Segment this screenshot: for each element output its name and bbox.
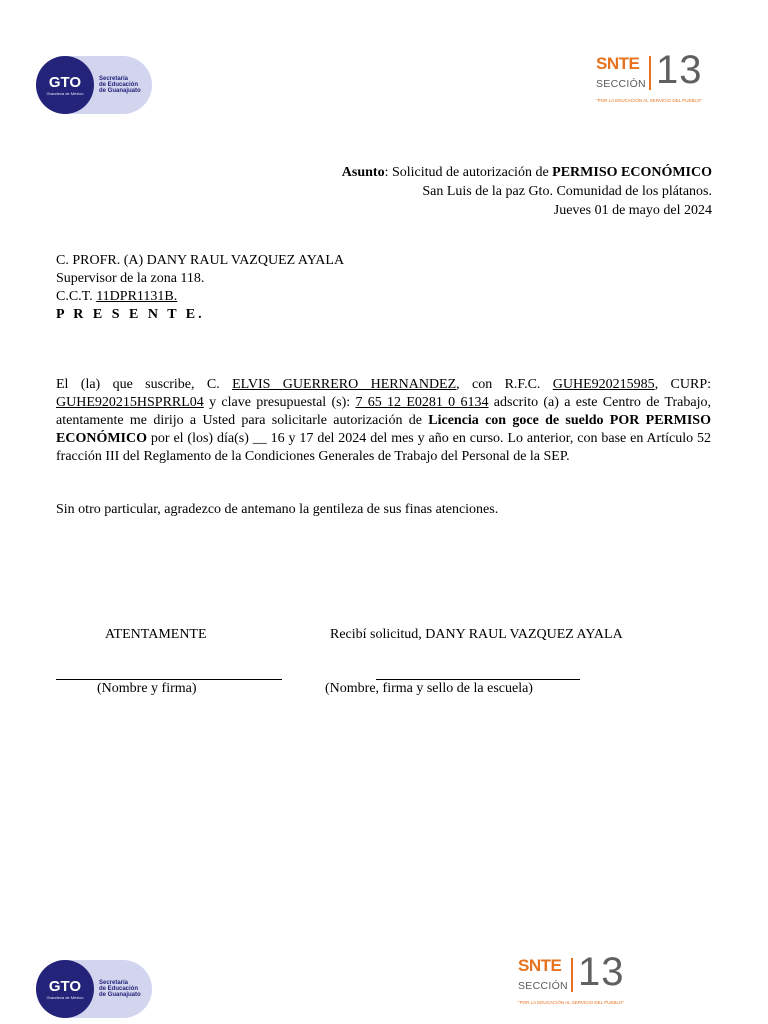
teacher-name: ELVIS GUERRERO HERNANDEZ xyxy=(232,377,457,392)
secretaria-line-1-footer: Secretaría xyxy=(99,979,129,986)
body-text-6: por el (los) día(s) __ 16 y 17 del 2024 del mes y año en curso. Lo anterior, con base en Artículo 52 fracción III del Reglamento de la Condiciones Generales de Trabajo del Personal de la SEP. xyxy=(56,431,711,464)
curp-value: GUHE920215HSPRRL04 xyxy=(56,395,204,410)
recipient-role: Supervisor de la zona 118. xyxy=(56,271,205,286)
snte-word: SNTE xyxy=(596,54,640,73)
seccion-word-footer: SECCIÓN xyxy=(518,980,568,992)
body-text-4: y clave presupuestal (s): xyxy=(203,395,356,410)
snte-logo xyxy=(594,48,714,110)
body-text-1: El (la) que suscribe, C. xyxy=(56,377,233,392)
logo-divider xyxy=(649,56,651,90)
body-text-5: adscrito (a) a este Centro de Trabajo, atentamente me dirijo a Usted para solicitarle autorización de xyxy=(56,395,711,428)
gto-sub-footer: Grandeza de México xyxy=(46,995,84,1000)
gto-badge xyxy=(36,56,94,114)
cct-label: C.C.T. xyxy=(56,289,97,304)
body-text-3: , CURP: xyxy=(654,377,712,392)
right-signature-line xyxy=(376,679,580,680)
letter-header xyxy=(342,163,712,220)
received-label: Recibí solicitud, DANY RAUL VAZQUEZ AYALA xyxy=(330,627,623,642)
cct-line xyxy=(56,288,344,306)
secretaria-line-2: de Educación xyxy=(99,81,139,88)
gto-word-footer: GTO xyxy=(48,978,82,995)
secretaria-line-3-footer: de Guanajuato xyxy=(99,992,141,999)
snte-word-footer: SNTE xyxy=(518,956,562,975)
logo-divider-footer xyxy=(571,958,573,992)
date-line: Jueves 01 de mayo del 2024 xyxy=(553,203,712,218)
cct-value: 11DPR1131B. xyxy=(96,289,178,304)
asunto-label: Asunto xyxy=(341,165,385,180)
clave-value: 7 65 12 E0281 0 6134 xyxy=(355,395,489,410)
secretaria-line-3: de Guanajuato xyxy=(99,88,141,95)
gto-logo-footer xyxy=(36,960,152,1018)
section-number: 13 xyxy=(656,48,703,92)
gto-word: GTO xyxy=(48,74,82,91)
left-signature-line xyxy=(56,679,282,680)
body-text-2: , con R.F.C. xyxy=(456,377,553,392)
snte-motto: "POR LA EDUCACIÓN AL SERVICIO DEL PUEBLO" xyxy=(596,98,703,103)
asunto-line xyxy=(342,163,712,182)
recipient-block xyxy=(56,252,344,324)
gto-badge-footer xyxy=(36,960,94,1018)
rfc-value: GUHE920215985 xyxy=(552,377,655,392)
asunto-bold: PERMISO ECONÓMICO xyxy=(552,165,712,180)
atentamente-label: ATENTAMENTE xyxy=(105,627,207,642)
body-paragraph xyxy=(56,376,711,466)
secretaria-line-2-footer: de Educación xyxy=(99,985,139,992)
seccion-word: SECCIÓN xyxy=(596,78,646,90)
place-line: San Luis de la paz Gto. Comunidad de los plátanos. xyxy=(422,184,712,199)
secretaria-text-footer xyxy=(99,980,141,999)
recipient-name: C. PROFR. (A) DANY RAUL VAZQUEZ AYALA xyxy=(56,253,345,268)
gto-logo xyxy=(36,56,152,114)
section-number-footer: 13 xyxy=(578,950,625,994)
snte-motto-footer: "POR LA EDUCACIÓN AL SERVICIO DEL PUEBLO" xyxy=(518,1000,625,1005)
secretaria-text xyxy=(99,76,141,95)
gto-sub: Grandeza de México xyxy=(46,91,84,96)
right-signature-caption: (Nombre, firma y sello de la escuela) xyxy=(325,681,533,696)
presente: P R E S E N T E. xyxy=(56,307,205,322)
snte-logo-footer xyxy=(516,950,636,1012)
asunto-text: : Solicitud de autorización de xyxy=(384,165,553,180)
licencia-bold: Licencia con goce de sueldo POR PERMISO ECONÓMICO xyxy=(56,413,711,446)
secretaria-line-1: Secretaría xyxy=(99,75,129,82)
closing-text: Sin otro particular, agradezco de antemano la gentileza de sus finas atenciones. xyxy=(56,502,499,517)
left-signature-caption: (Nombre y firma) xyxy=(97,681,197,696)
